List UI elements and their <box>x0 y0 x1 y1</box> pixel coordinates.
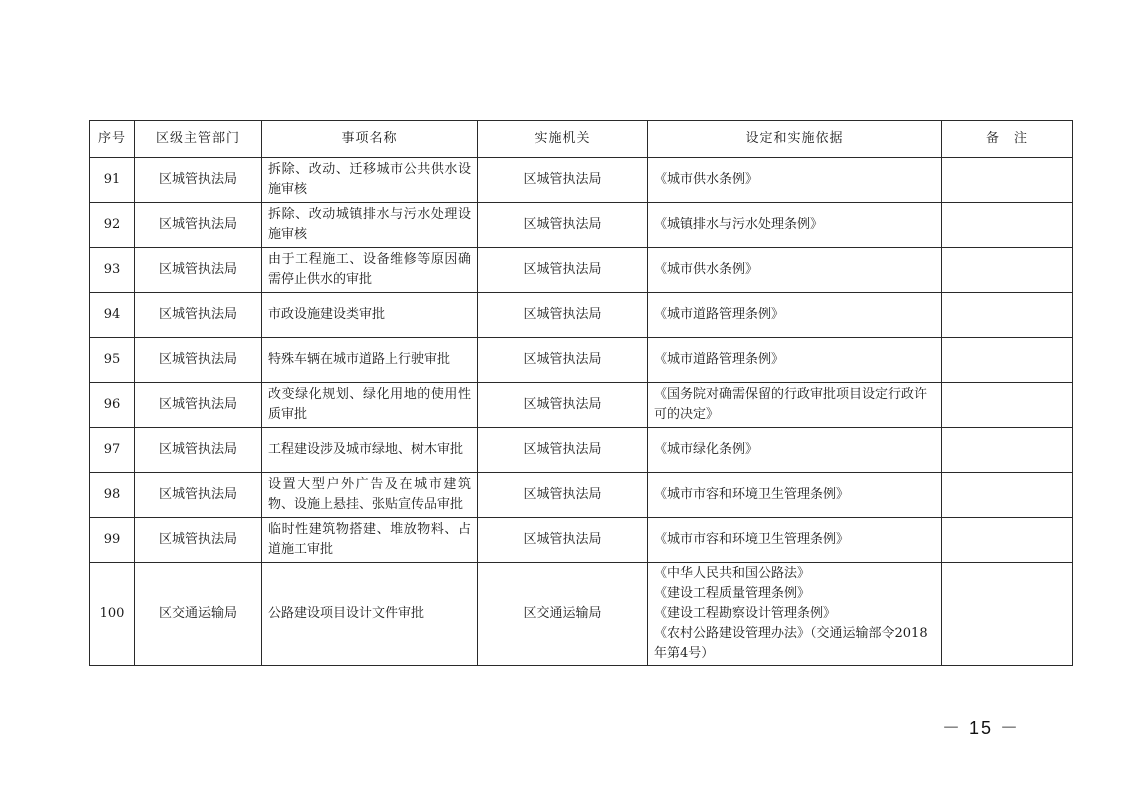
cell-dept: 区城管执法局 <box>135 473 262 518</box>
basis-line: 《建设工程质量管理条例》 <box>654 586 811 601</box>
basis-line: 《国务院对确需保留的行政审批项目设定行政许可的决定》 <box>654 387 928 422</box>
basis-line: 《城市道路管理条例》 <box>654 352 785 367</box>
cell-agency: 区城管执法局 <box>478 203 648 248</box>
cell-item: 临时性建筑物搭建、堆放物料、占道施工审批 <box>262 518 478 563</box>
header-seq: 序号 <box>90 121 135 158</box>
cell-basis <box>648 518 942 563</box>
basis-line: 《城市供水条例》 <box>654 262 759 277</box>
cell-agency: 区城管执法局 <box>478 473 648 518</box>
cell-basis <box>648 248 942 293</box>
cell-basis <box>648 428 942 473</box>
page-number: － 15 － <box>942 718 1021 738</box>
cell-dept: 区交通运输局 <box>135 563 262 666</box>
cell-basis <box>648 383 942 428</box>
cell-item: 改变绿化规划、绿化用地的使用性质审批 <box>262 383 478 428</box>
cell-remark <box>942 293 1073 338</box>
cell-item: 特殊车辆在城市道路上行驶审批 <box>262 338 478 383</box>
cell-seq: 93 <box>90 248 135 293</box>
cell-agency: 区城管执法局 <box>478 248 648 293</box>
header-item: 事项名称 <box>262 121 478 158</box>
cell-dept: 区城管执法局 <box>135 518 262 563</box>
table-row <box>90 203 1073 248</box>
cell-seq: 99 <box>90 518 135 563</box>
cell-seq: 98 <box>90 473 135 518</box>
cell-item: 拆除、改动城镇排水与污水处理设施审核 <box>262 203 478 248</box>
table-row <box>90 518 1073 563</box>
table-row <box>90 473 1073 518</box>
table-row <box>90 383 1073 428</box>
cell-seq: 91 <box>90 158 135 203</box>
cell-dept: 区城管执法局 <box>135 203 262 248</box>
basis-line: 《农村公路建设管理办法》（交通运输部令2018年第4号） <box>654 626 928 661</box>
cell-remark <box>942 428 1073 473</box>
header-basis: 设定和实施依据 <box>648 121 942 158</box>
cell-dept: 区城管执法局 <box>135 383 262 428</box>
table-row <box>90 428 1073 473</box>
cell-item: 市政设施建设类审批 <box>262 293 478 338</box>
cell-remark <box>942 473 1073 518</box>
cell-item: 工程建设涉及城市绿地、树木审批 <box>262 428 478 473</box>
cell-basis <box>648 203 942 248</box>
cell-seq: 94 <box>90 293 135 338</box>
table-header-row <box>90 121 1073 158</box>
cell-seq: 95 <box>90 338 135 383</box>
cell-basis <box>648 338 942 383</box>
cell-remark <box>942 563 1073 666</box>
cell-item: 拆除、改动、迁移城市公共供水设施审核 <box>262 158 478 203</box>
basis-line: 《城市供水条例》 <box>654 172 759 187</box>
table-row <box>90 338 1073 383</box>
cell-seq: 97 <box>90 428 135 473</box>
header-agency: 实施机关 <box>478 121 648 158</box>
basis-line: 《城市绿化条例》 <box>654 442 759 457</box>
table-row <box>90 293 1073 338</box>
header-remark: 备 注 <box>942 121 1073 158</box>
basis-line: 《建设工程勘察设计管理条例》 <box>654 606 837 621</box>
cell-remark <box>942 203 1073 248</box>
cell-dept: 区城管执法局 <box>135 338 262 383</box>
table-row <box>90 563 1073 666</box>
cell-remark <box>942 518 1073 563</box>
cell-remark <box>942 383 1073 428</box>
cell-remark <box>942 248 1073 293</box>
cell-agency: 区城管执法局 <box>478 428 648 473</box>
cell-item: 设置大型户外广告及在城市建筑物、设施上悬挂、张贴宣传品审批 <box>262 473 478 518</box>
cell-agency: 区交通运输局 <box>478 563 648 666</box>
cell-basis <box>648 473 942 518</box>
basis-line: 《城市市容和环境卫生管理条例》 <box>654 487 850 502</box>
basis-line: 《城市道路管理条例》 <box>654 307 785 322</box>
cell-dept: 区城管执法局 <box>135 293 262 338</box>
cell-agency: 区城管执法局 <box>478 158 648 203</box>
cell-seq: 96 <box>90 383 135 428</box>
header-dept: 区级主管部门 <box>135 121 262 158</box>
approval-items-table <box>89 120 1073 666</box>
cell-remark <box>942 338 1073 383</box>
cell-item: 公路建设项目设计文件审批 <box>262 563 478 666</box>
table-row <box>90 158 1073 203</box>
cell-dept: 区城管执法局 <box>135 248 262 293</box>
cell-agency: 区城管执法局 <box>478 518 648 563</box>
basis-line: 《中华人民共和国公路法》 <box>654 566 811 581</box>
basis-line: 《城市市容和环境卫生管理条例》 <box>654 532 850 547</box>
cell-basis <box>648 158 942 203</box>
cell-dept: 区城管执法局 <box>135 428 262 473</box>
cell-agency: 区城管执法局 <box>478 383 648 428</box>
cell-seq: 100 <box>90 563 135 666</box>
cell-item: 由于工程施工、设备维修等原因确需停止供水的审批 <box>262 248 478 293</box>
cell-basis <box>648 293 942 338</box>
cell-agency: 区城管执法局 <box>478 293 648 338</box>
cell-agency: 区城管执法局 <box>478 338 648 383</box>
table-row <box>90 248 1073 293</box>
basis-line: 《城镇排水与污水处理条例》 <box>654 217 824 232</box>
cell-basis <box>648 563 942 666</box>
cell-remark <box>942 158 1073 203</box>
cell-seq: 92 <box>90 203 135 248</box>
cell-dept: 区城管执法局 <box>135 158 262 203</box>
